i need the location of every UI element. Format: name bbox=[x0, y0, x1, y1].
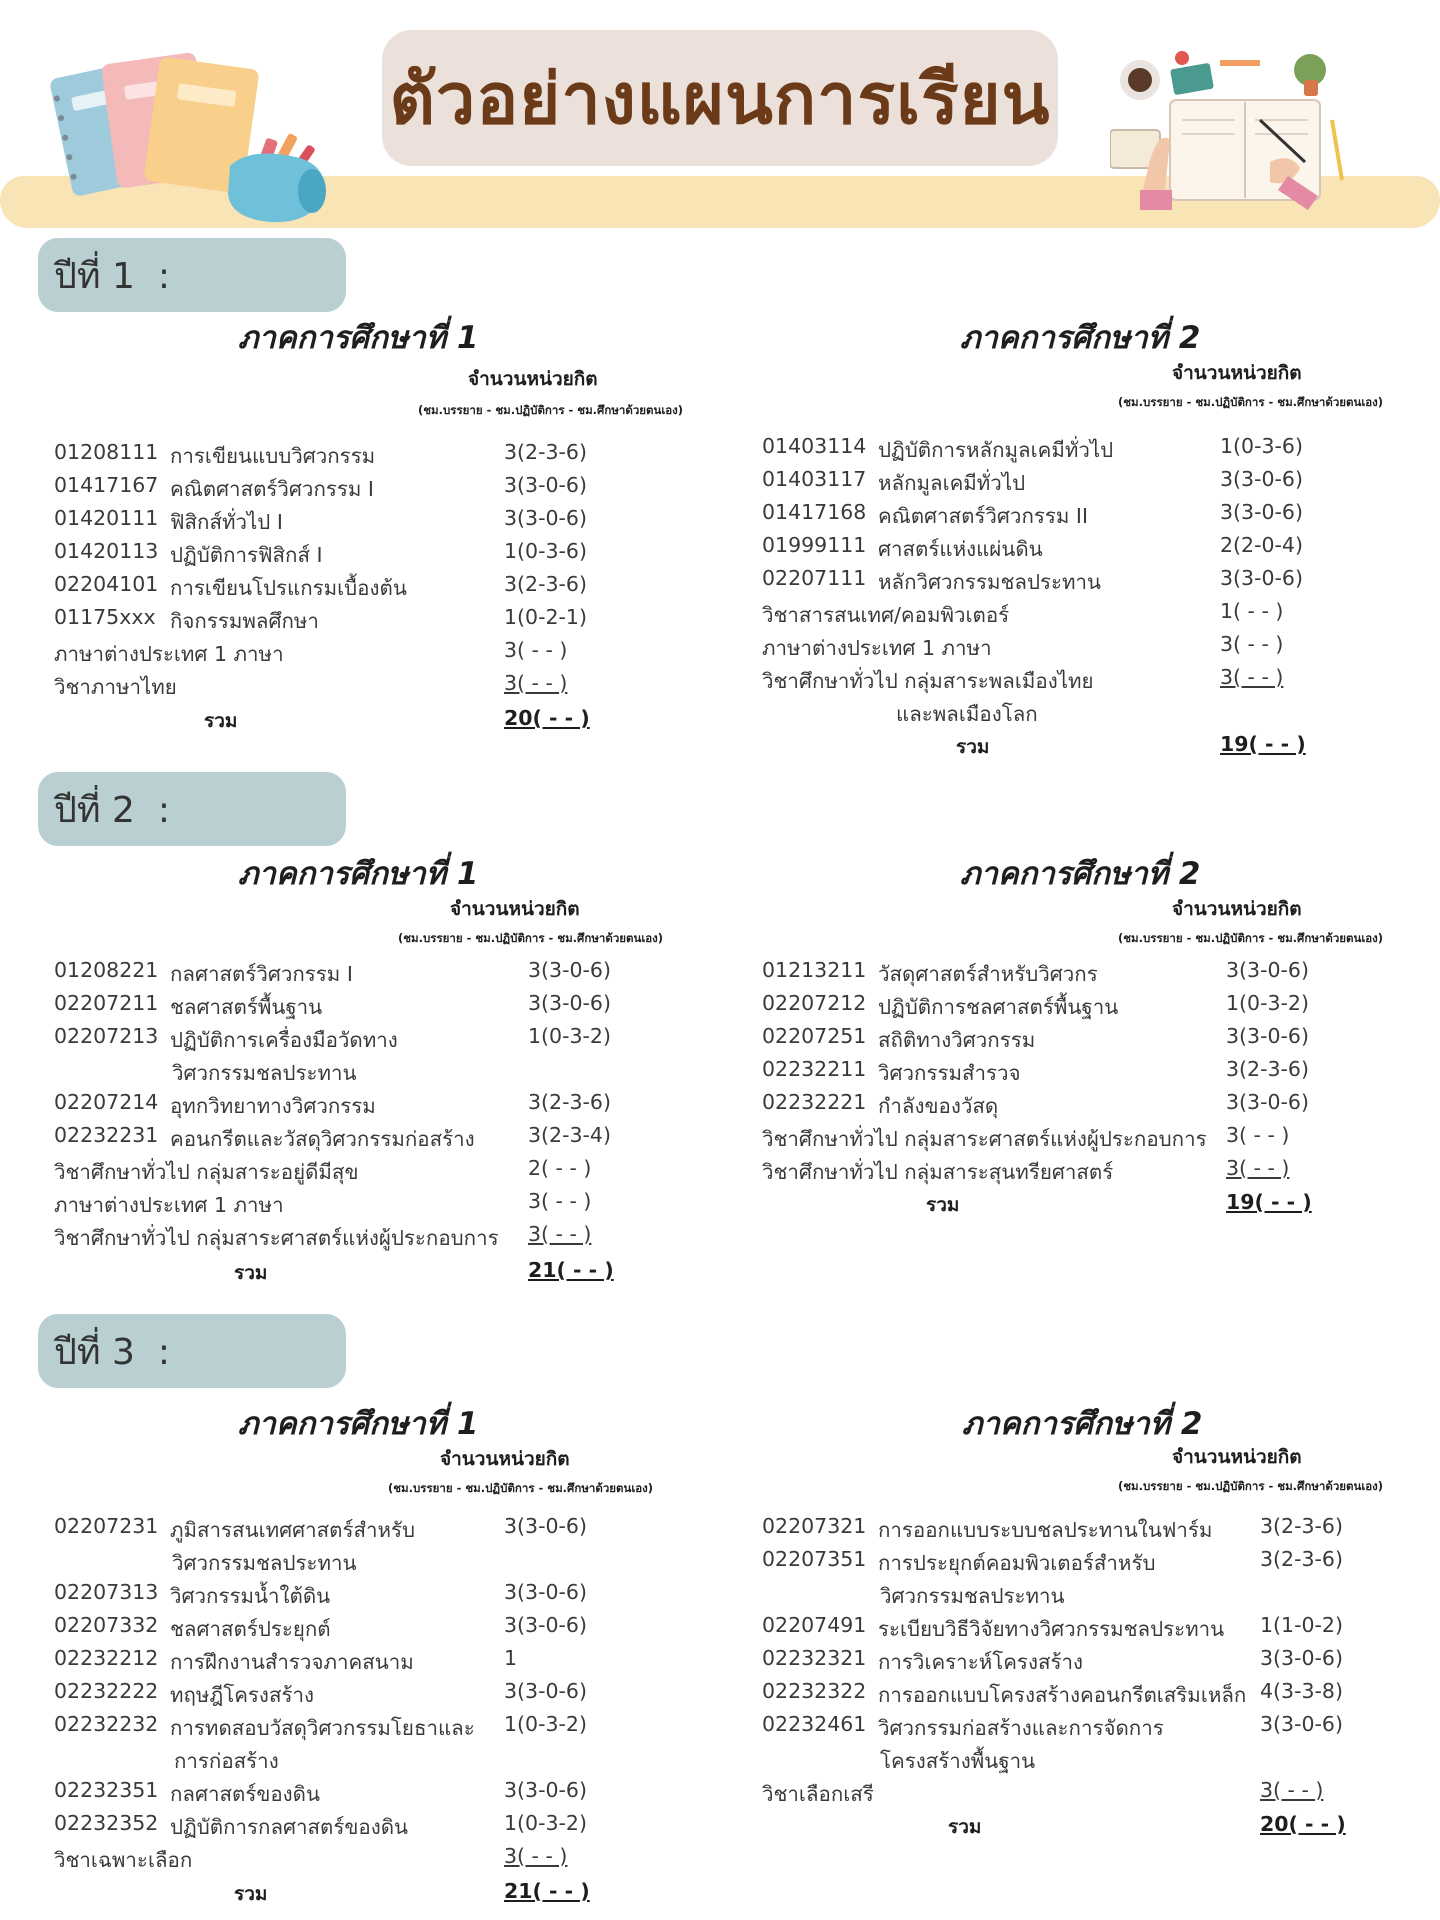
credit-unit-heading: จำนวนหน่วยกิต bbox=[1172, 1446, 1302, 1468]
credit-unit-heading: จำนวนหน่วยกิต bbox=[1172, 898, 1302, 920]
notebooks-and-pencil-case-illustration bbox=[50, 46, 350, 226]
year-1-pill bbox=[38, 238, 346, 312]
year-3-label: ปีที่ 3 : bbox=[54, 1331, 170, 1373]
credit-unit-subheading: (ชม.บรรยาย - ชม.ปฏิบัติการ - ชม.ศึกษาด้วยตนเอง) bbox=[1118, 1479, 1384, 1493]
semester-title: ภาคการศึกษาที่ 2 bbox=[960, 856, 1201, 892]
year-2-label: ปีที่ 2 : bbox=[54, 789, 170, 831]
credit-unit-subheading: (ชม.บรรยาย - ชม.ปฏิบัติการ - ชม.ศึกษาด้วยตนเอง) bbox=[398, 931, 664, 945]
credit-unit-subheading: (ชม.บรรยาย - ชม.ปฏิบัติการ - ชม.ศึกษาด้วยตนเอง) bbox=[1118, 931, 1384, 945]
credit-unit-heading: จำนวนหน่วยกิต bbox=[450, 898, 580, 920]
year-3-pill bbox=[38, 1314, 346, 1388]
year-2-pill bbox=[38, 772, 346, 846]
credit-unit-subheading: (ชม.บรรยาย - ชม.ปฏิบัติการ - ชม.ศึกษาด้วยตนเอง) bbox=[418, 403, 684, 417]
credit-unit-heading: จำนวนหน่วยกิต bbox=[440, 1448, 570, 1470]
semester-title: ภาคการศึกษาที่ 1 bbox=[238, 1406, 479, 1442]
desk-writing-illustration bbox=[1110, 50, 1350, 210]
semester-title: ภาคการศึกษาที่ 2 bbox=[962, 1406, 1203, 1442]
credit-unit-heading: จำนวนหน่วยกิต bbox=[1172, 362, 1302, 384]
year-1-label: ปีที่ 1 : bbox=[54, 255, 170, 297]
semester-title: ภาคการศึกษาที่ 1 bbox=[238, 320, 479, 356]
page-title: ตัวอย่างแผนการเรียน bbox=[389, 57, 1051, 140]
credit-unit-subheading: (ชม.บรรยาย - ชม.ปฏิบัติการ - ชม.ศึกษาด้วยตนเอง) bbox=[1118, 395, 1384, 409]
credit-unit-subheading: (ชม.บรรยาย - ชม.ปฏิบัติการ - ชม.ศึกษาด้วยตนเอง) bbox=[388, 1481, 654, 1495]
page-title-box bbox=[382, 30, 1058, 166]
credit-unit-heading: จำนวนหน่วยกิต bbox=[468, 368, 598, 390]
semester-title: ภาคการศึกษาที่ 2 bbox=[960, 320, 1201, 356]
semester-title: ภาคการศึกษาที่ 1 bbox=[238, 856, 479, 892]
